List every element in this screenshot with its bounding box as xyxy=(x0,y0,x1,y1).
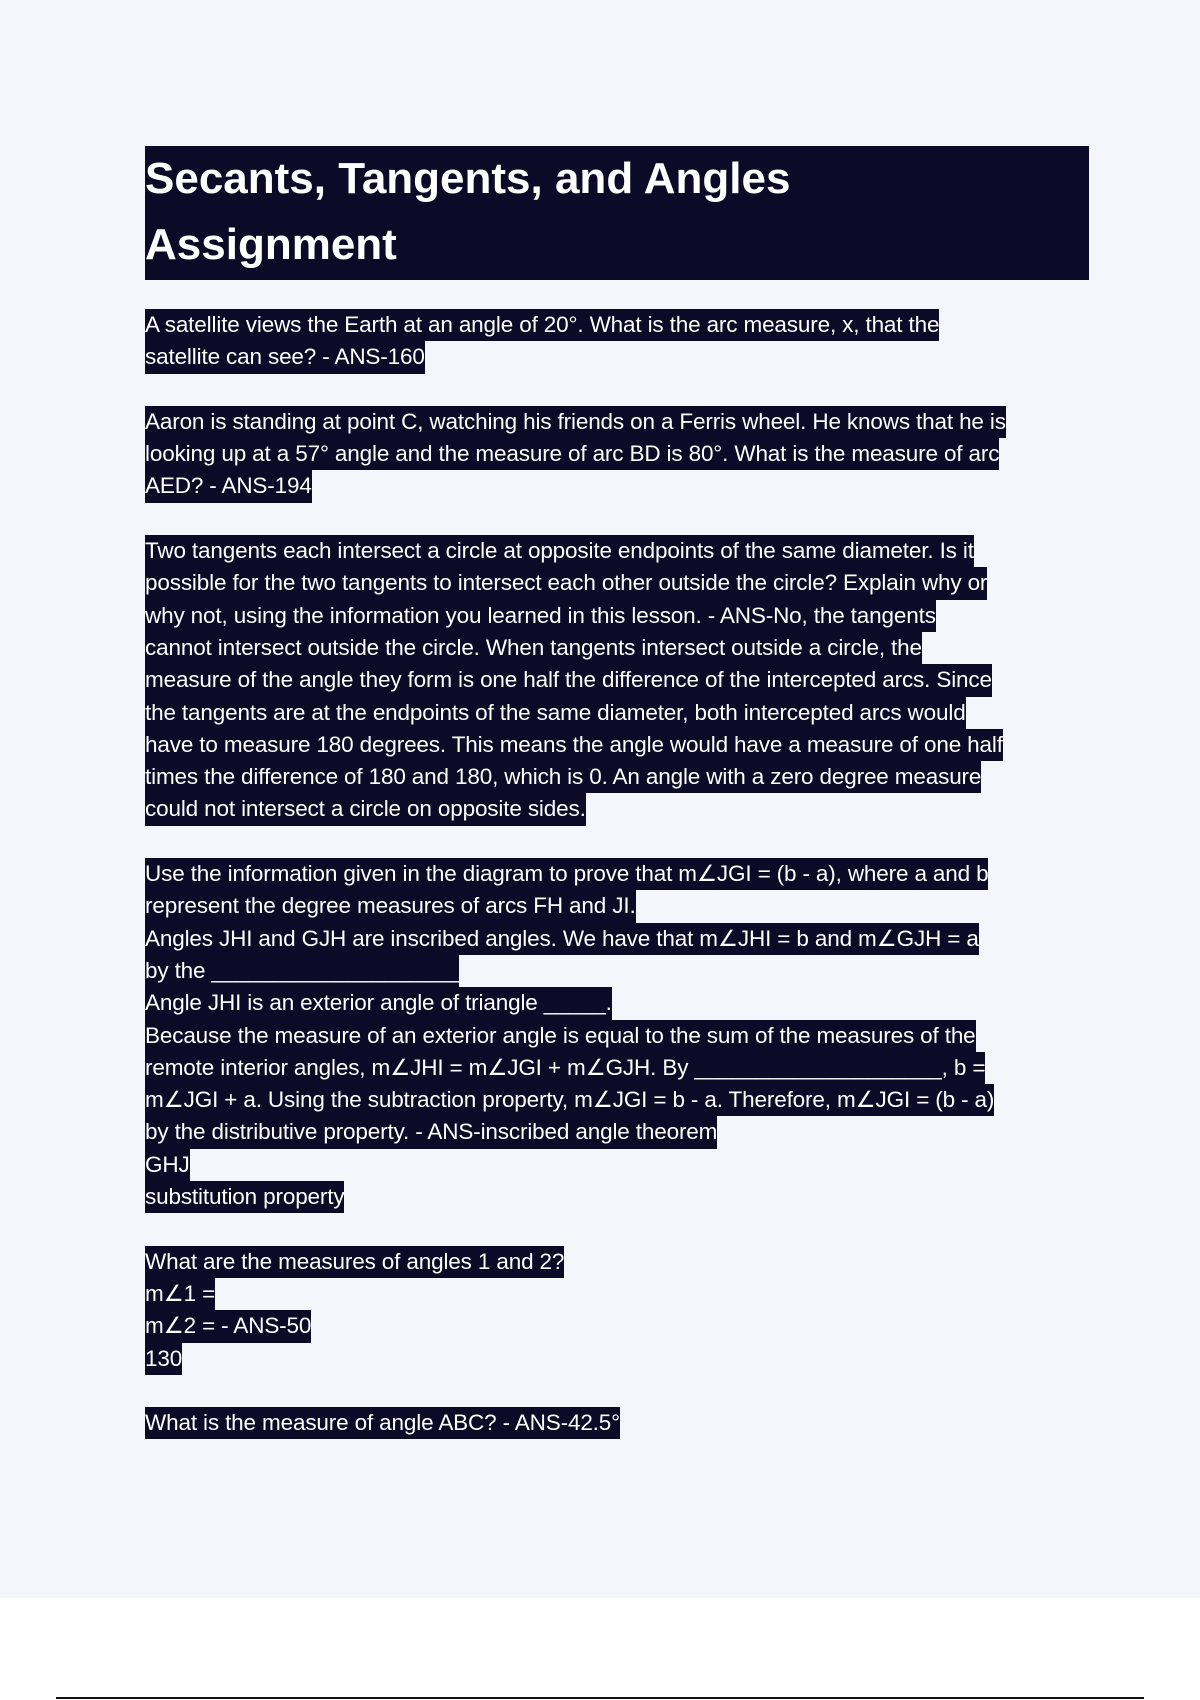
page-bottom-margin xyxy=(0,1598,1200,1700)
document-content xyxy=(145,146,1089,1472)
qa-line: satellite can see? - ANS-160 xyxy=(145,341,425,373)
qa-line: AED? - ANS-194 xyxy=(145,470,312,502)
footer-rule xyxy=(56,1697,1144,1699)
qa-line: m∠1 = xyxy=(145,1278,215,1310)
qa-block-angle-abc xyxy=(145,1407,1089,1439)
qa-line: Aaron is standing at point C, watching his friends on a Ferris wheel. He knows that he is xyxy=(145,406,1006,438)
qa-line: represent the degree measures of arcs FH and JI. xyxy=(145,890,636,922)
title-line-1: Secants, Tangents, and Angles xyxy=(145,154,791,203)
qa-line: have to measure 180 degrees. This means the angle would have a measure of one half xyxy=(145,729,1003,761)
title-banner xyxy=(145,146,1089,280)
qa-line: why not, using the information you learned in this lesson. - ANS-No, the tangents xyxy=(145,600,936,632)
qa-line: What are the measures of angles 1 and 2? xyxy=(145,1246,564,1278)
qa-block-ferris-wheel xyxy=(145,406,1089,503)
qa-line: Angle JHI is an exterior angle of triangle _____. xyxy=(145,987,612,1019)
qa-line: the tangents are at the endpoints of the same diameter, both intercepted arcs would xyxy=(145,697,966,729)
qa-line: by the distributive property. - ANS-inscribed angle theorem xyxy=(145,1116,717,1148)
qa-line: could not intersect a circle on opposite sides. xyxy=(145,793,586,825)
qa-block-proof xyxy=(145,858,1089,1213)
qa-line: What is the measure of angle ABC? - ANS-42.5° xyxy=(145,1407,620,1439)
qa-line: 130 xyxy=(145,1343,182,1375)
qa-line: measure of the angle they form is one half the difference of the intercepted arcs. Since xyxy=(145,664,992,696)
qa-line: cannot intersect outside the circle. When tangents intersect outside a circle, the xyxy=(145,632,922,664)
qa-block-satellite xyxy=(145,309,1089,374)
qa-line: substitution property xyxy=(145,1181,344,1213)
qa-line: possible for the two tangents to intersect each other outside the circle? Explain why or xyxy=(145,567,987,599)
qa-line: GHJ xyxy=(145,1149,190,1181)
qa-line: remote interior angles, m∠JHI = m∠JGI + m∠GJH. By ____________________, b = xyxy=(145,1052,985,1084)
qa-line: m∠JGI + a. Using the subtraction property, m∠JGI = b - a. Therefore, m∠JGI = (b - a) xyxy=(145,1084,994,1116)
qa-line: Because the measure of an exterior angle is equal to the sum of the measures of the xyxy=(145,1020,976,1052)
qa-line: Two tangents each intersect a circle at opposite endpoints of the same diameter. Is it xyxy=(145,535,974,567)
qa-block-tangents xyxy=(145,535,1089,826)
qa-line: Angles JHI and GJH are inscribed angles. We have that m∠JHI = b and m∠GJH = a xyxy=(145,923,979,955)
title-line-2: Assignment xyxy=(145,220,397,269)
qa-block-angles-1-2 xyxy=(145,1246,1089,1375)
qa-line: m∠2 = - ANS-50 xyxy=(145,1310,311,1342)
qa-line: Use the information given in the diagram to prove that m∠JGI = (b - a), where a and b xyxy=(145,858,988,890)
qa-line: A satellite views the Earth at an angle of 20°. What is the arc measure, x, that the xyxy=(145,309,939,341)
qa-line: by the ____________________ xyxy=(145,955,459,987)
qa-line: looking up at a 57° angle and the measure of arc BD is 80°. What is the measure of arc xyxy=(145,438,999,470)
qa-line: times the difference of 180 and 180, which is 0. An angle with a zero degree measure xyxy=(145,761,981,793)
